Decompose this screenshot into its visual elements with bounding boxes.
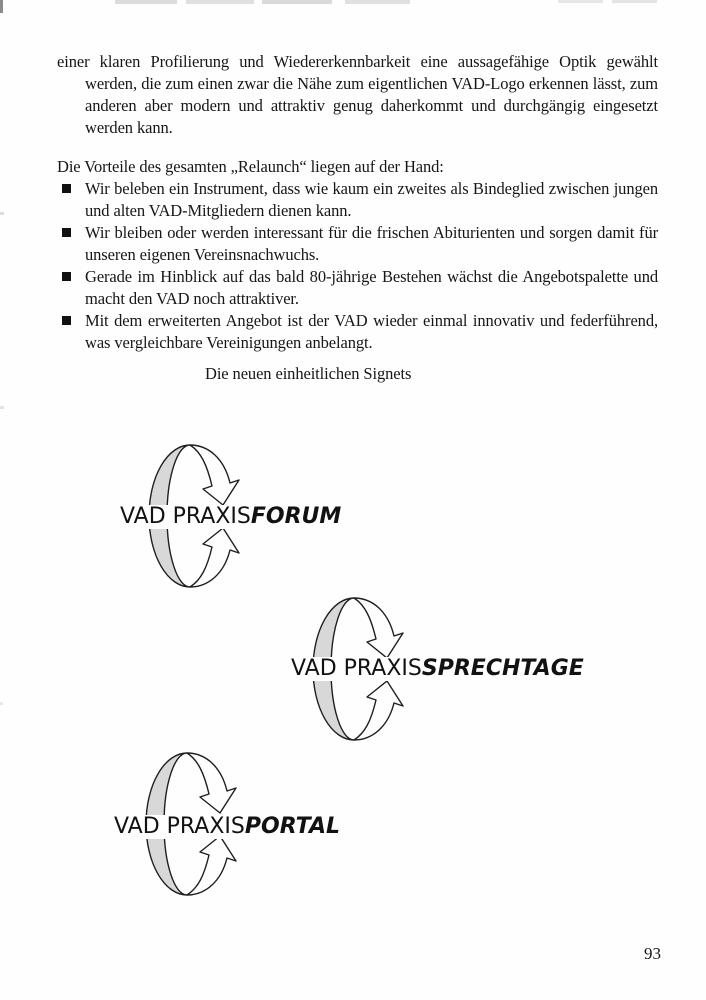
bullet-text: Mit dem erweiterten Angebot ist der VAD wieder einmal innovativ und federführend, was vergleichbare Vereinigungen anbelangt. — [85, 311, 658, 352]
logo-text-suffix: PORTAL — [244, 814, 340, 839]
logo-text-suffix: FORUM — [250, 504, 342, 529]
page-number: 93 — [644, 944, 661, 963]
scan-artifact — [115, 0, 177, 4]
scan-artifact — [186, 0, 254, 4]
square-bullet-icon — [62, 316, 71, 325]
logo-text-suffix: SPRECHTAGE — [421, 656, 584, 681]
text-column — [57, 51, 658, 385]
scan-artifact — [0, 702, 3, 705]
bullet-item — [57, 310, 658, 354]
logo-text-prefix: VAD PRAXIS — [114, 814, 245, 839]
logo-text — [111, 815, 343, 839]
logo-vad-praxisforum — [120, 443, 366, 589]
square-bullet-icon — [62, 272, 71, 281]
body-paragraph: einer klaren Profilierung und Wiedererkennbarkeit eine aussagefähige Optik gewählt werden, die zum einen zwar die Nähe zum eigentlichen VAD-Logo erkennen lässt, zum anderen aber modern und attraktiv genug daherkommt und durchgängig eingesetzt werden kann. — [57, 52, 658, 137]
logo-text-prefix: VAD PRAXIS — [291, 656, 422, 681]
signets-heading: Die neuen einheitlichen Signets — [205, 364, 412, 383]
scan-artifact — [262, 0, 332, 4]
bullet-text: Wir bleiben oder werden interessant für die frischen Abiturienten und sorgen damit für unseren eigenen Vereinsnachwuchs. — [85, 223, 658, 264]
scan-artifact — [0, 212, 4, 215]
square-bullet-icon — [62, 184, 71, 193]
scan-artifact — [612, 0, 657, 3]
logo-text-prefix: VAD PRAXIS — [120, 504, 251, 529]
advantages-intro-line: Die Vorteile des gesamten „Relaunch“ liegen auf der Hand: — [57, 157, 444, 176]
bullet-item — [57, 222, 658, 266]
advantages-bullet-list — [57, 178, 658, 354]
logo-vad-praxisportal — [114, 751, 363, 897]
scan-artifact — [0, 406, 4, 409]
scan-artifact — [0, 0, 3, 13]
bullet-text: Gerade im Hinblick auf das bald 80-jährige Bestehen wächst die Angebotspalette und macht den VAD noch attraktiver. — [85, 267, 658, 308]
scan-artifact — [558, 0, 603, 3]
bullet-item — [57, 266, 658, 310]
scan-artifact — [345, 0, 410, 4]
bullet-item — [57, 178, 658, 222]
logo-text — [288, 657, 587, 681]
square-bullet-icon — [62, 228, 71, 237]
logo-text — [117, 505, 344, 529]
logo-vad-praxissprechtage — [291, 596, 600, 742]
bullet-text: Wir beleben ein Instrument, dass wie kaum ein zweites als Bindeglied zwischen jungen und alten VAD-Mitgliedern dienen kann. — [85, 179, 658, 220]
